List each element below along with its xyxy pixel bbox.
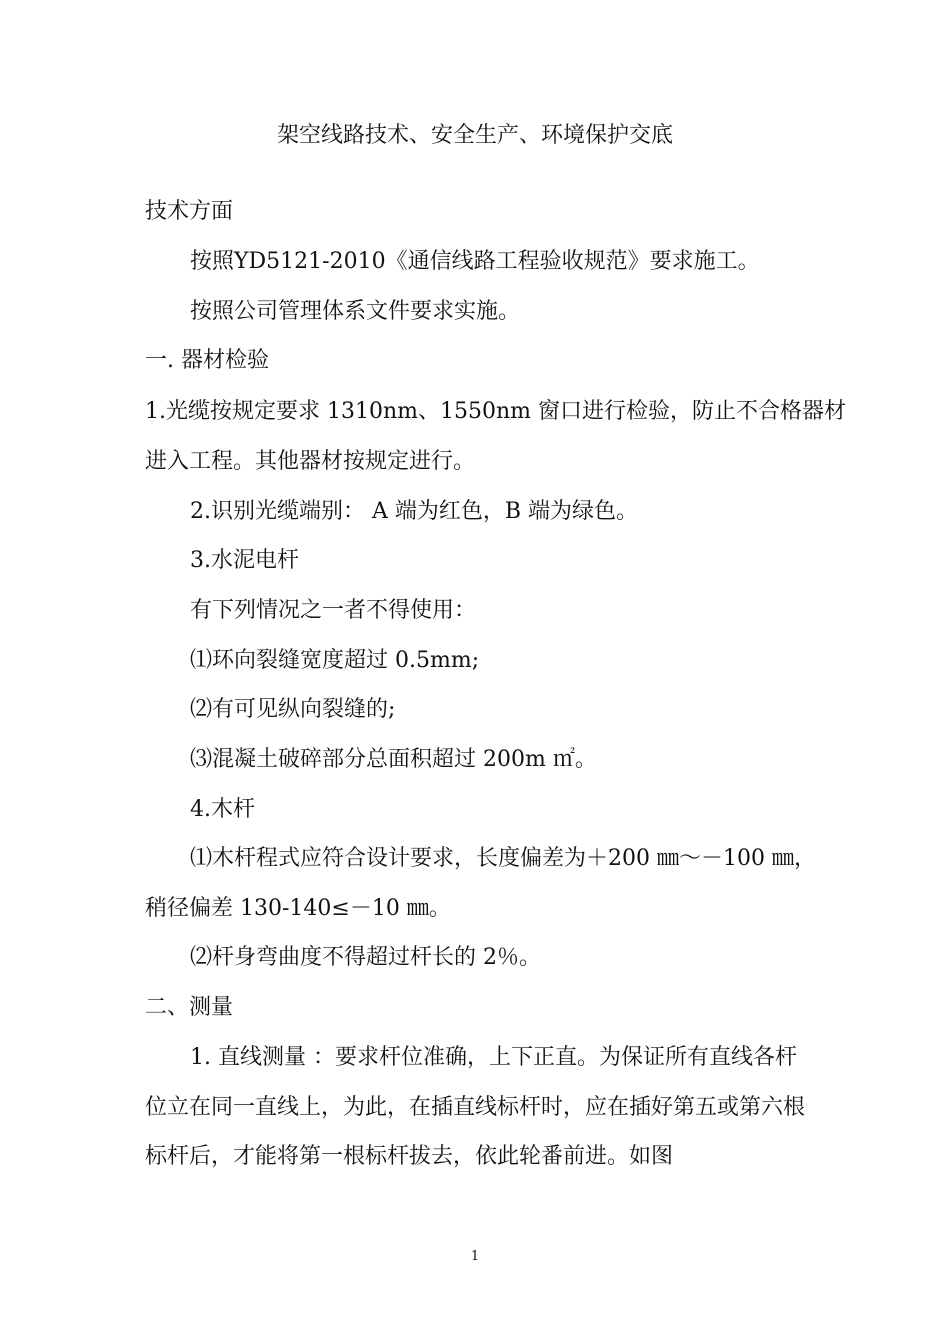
list-item-concrete-damage: ⑶混凝土破碎部分总面积超过 200m ㎡。	[190, 747, 597, 772]
paragraph-cable-ends: 2.识别光缆端别： A 端为红色，B 端为绿色。	[190, 499, 639, 524]
section-heading-technical: 技术方面	[145, 199, 234, 224]
paragraph-line-survey-line-2: 位立在同一直线上，为此，在插直线标杆时，应在插好第五或第六根	[145, 1095, 806, 1120]
paragraph-line-survey-line-1: 1. 直线测量 ：要求杆位准确，上下正直。为保证所有直线各杆	[190, 1045, 797, 1070]
paragraph-line-survey-line-3: 标杆后，才能将第一根标杆拔去，依此轮番前进。如图	[145, 1144, 674, 1169]
page-number: 1	[470, 1249, 480, 1264]
paragraph-cable-test-line-2: 进入工程。其他器材按规定进行。	[145, 449, 476, 474]
subheading-concrete-pole: 3.水泥电杆	[190, 548, 299, 573]
subheading-wood-pole: 4.木杆	[190, 797, 255, 822]
paragraph-standard: 按照YD5121-2010《通信线路工程验收规范》要求施工。	[190, 249, 760, 274]
paragraph-wood-pole-line-1: ⑴木杆程式应符合设计要求，长度偏差为＋200 ㎜～－100 ㎜，	[190, 846, 816, 871]
paragraph-reject-conditions: 有下列情况之一者不得使用：	[190, 598, 477, 623]
list-item-longitudinal-crack: ⑵有可见纵向裂缝的;	[190, 697, 396, 722]
paragraph-wood-pole-line-2: 稍径偏差 130-140≤－10 ㎜。	[145, 896, 451, 921]
paragraph-cable-test-line-1: 1.光缆按规定要求 1310nm、1550nm 窗口进行检验，防止不合格器材	[145, 399, 847, 424]
document-title: 架空线路技术、安全生产、环境保护交底	[276, 123, 673, 148]
paragraph-management: 按照公司管理体系文件要求实施。	[190, 299, 521, 324]
list-item-ring-crack: ⑴环向裂缝宽度超过 0.5mm;	[190, 648, 480, 673]
section-heading-inspection: 一. 器材检验	[145, 348, 269, 373]
list-item-pole-bending: ⑵杆身弯曲度不得超过杆长的 2％。	[190, 945, 541, 970]
section-heading-survey: 二、测量	[145, 995, 234, 1020]
